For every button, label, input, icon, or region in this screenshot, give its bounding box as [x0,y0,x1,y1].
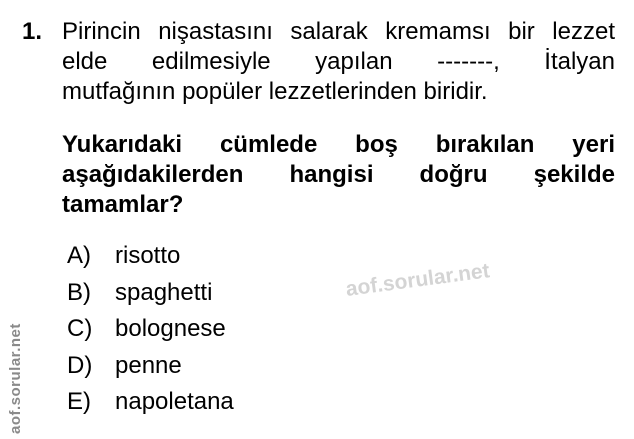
option-d-letter: D) [67,351,93,379]
option-e-letter: E) [67,388,91,415]
question-prompt-line: tamamlar? [62,191,184,218]
question-prompt [62,130,615,220]
question-text-line: Pirincin nişastasını salarak kremamsı bir lezzet [62,18,615,45]
option-b-letter: B) [67,278,91,306]
option-c-label: bolognese [115,315,226,342]
watermark-left-vertical: aof.sorular.net [7,323,24,434]
question-text [62,17,615,107]
question-prompt-line: aşağıdakilerden hangisi doğru şekilde [62,161,615,188]
option-d-label: penne [115,351,182,379]
option-e-label: napoletana [115,388,234,415]
option-a-label: risotto [115,242,181,269]
option-c-letter: C) [67,315,93,342]
question-number: 1. [22,18,43,45]
options-list [62,238,615,421]
option-d[interactable] [62,348,615,385]
watermark-center: aof.sorular.net [344,259,491,301]
question-content [62,17,615,421]
option-a-letter: A) [67,242,91,269]
option-b-label: spaghetti [115,278,213,306]
question-text-line: elde edilmesiyle yapılan -------, İtalyan [62,48,615,75]
option-a[interactable] [62,238,615,275]
option-c[interactable] [62,311,615,348]
option-b[interactable] [62,275,615,312]
question-text-line: mutfağının popüler lezzetlerinden biridir. [62,78,488,105]
option-e[interactable] [62,384,615,421]
question-prompt-line: Yukarıdaki cümlede boş bırakılan yeri [62,131,615,158]
